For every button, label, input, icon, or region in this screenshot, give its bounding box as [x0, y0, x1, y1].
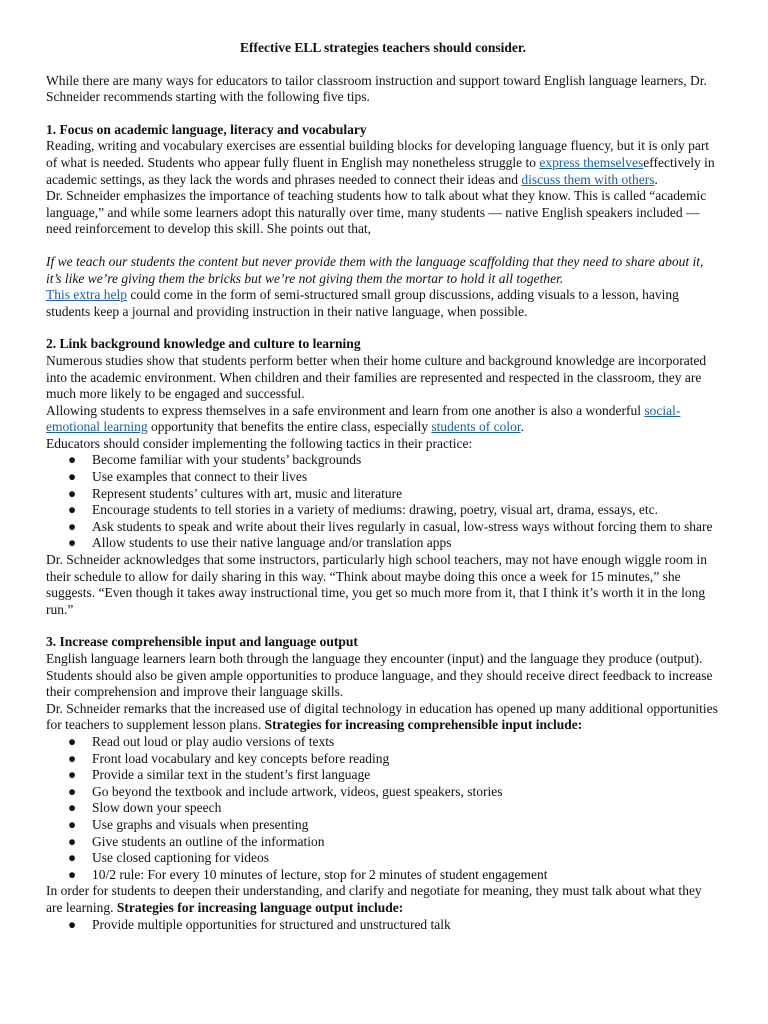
spacer	[46, 238, 720, 254]
list-item-text: 10/2 rule: For every 10 minutes of lecture, stop for 2 minutes of student engagement	[92, 866, 548, 882]
section-1-paragraph-3	[46, 287, 720, 320]
section-1-paragraph-1	[46, 138, 720, 188]
text-span: In order for students to deepen their understanding, and clarify and negotiate for meaning, they must talk about what they are learning.	[46, 883, 702, 915]
list-item-text: Become familiar with your students’ backgrounds	[92, 452, 362, 468]
spacer	[46, 320, 720, 336]
extra-help-link[interactable]: This extra help	[46, 287, 127, 303]
section-2-paragraph-2	[46, 403, 720, 436]
section-2-heading: 2. Link background knowledge and culture to learning	[46, 336, 361, 352]
discuss-them-link[interactable]: discuss them with others	[521, 171, 655, 187]
list-item-text: Slow down your speech	[92, 800, 222, 816]
bullet-icon: ●	[68, 750, 77, 766]
bullet-icon: ●	[68, 833, 77, 849]
text-span: .	[654, 171, 658, 187]
section-3-output-bullet-list	[46, 917, 720, 934]
section-2-paragraph-1: Numerous studies show that students perform better when their home culture and background knowledge are incorporated into the academic environment. When children and their families are represented and respected in the classroom, they are much more likely to be engaged and successful.	[46, 352, 707, 402]
list-item-text: Give students an outline of the information	[92, 833, 325, 849]
section-3-input-bullet-list	[46, 734, 720, 883]
bullet-icon: ●	[68, 733, 77, 749]
social-emotional-learning-link[interactable]: social-emotional learning	[46, 402, 681, 435]
bullet-icon: ●	[68, 850, 77, 866]
section-2-paragraph-3: Educators should consider implementing the following tactics in their practice:	[46, 435, 473, 451]
text-span: Reading, writing and vocabulary exercises are essential building blocks for developing language fluency, but it is only part of what is needed. Students who appear fully fluent in English may nonetheless struggle to	[46, 138, 710, 170]
list-item-text: Read out loud or play audio versions of texts	[92, 733, 335, 749]
list-item-text: Provide a similar text in the student’s first language	[92, 767, 371, 783]
list-item	[46, 767, 720, 784]
bullet-icon: ●	[68, 816, 77, 832]
document-title: Effective ELL strategies teachers should consider.	[240, 40, 526, 55]
list-item-text: Allow students to use their native language and/or translation apps	[92, 535, 452, 551]
list-item	[46, 784, 720, 801]
list-item	[46, 817, 720, 834]
list-item	[46, 834, 720, 851]
list-item	[46, 519, 720, 536]
list-item-text: Go beyond the textbook and include artwork, videos, guest speakers, stories	[92, 783, 503, 799]
bullet-icon: ●	[68, 469, 77, 485]
bullet-icon: ●	[68, 916, 77, 932]
input-strategies-lead: Strategies for increasing comprehensible input include:	[264, 717, 583, 733]
bullet-icon: ●	[68, 535, 77, 551]
section-3-paragraph-2	[46, 701, 720, 734]
section-3-paragraph-3	[46, 883, 720, 916]
text-span: opportunity that benefits the entire class, especially	[147, 419, 432, 435]
section-1-paragraph-2: Dr. Schneider emphasizes the importance of teaching students how to talk about what they know. This is called “academic language,” and while some learners adopt this naturally over time, many students — native English speakers included — need reinforcement to develop this skill. She points out that,	[46, 188, 707, 237]
text-span: Dr. Schneider remarks that the increased use of digital technology in education has opened up many additional opportunities for teachers to supplement lesson plans.	[46, 700, 718, 733]
spacer	[46, 106, 720, 122]
list-item	[46, 800, 720, 817]
list-item	[46, 469, 720, 486]
output-strategies-lead: Strategies for increasing language output include:	[116, 899, 404, 915]
bullet-icon: ●	[68, 783, 77, 799]
list-item-text: Ask students to speak and write about their lives regularly in casual, low-stress ways without forcing them to share	[92, 518, 713, 534]
bullet-icon: ●	[68, 518, 77, 534]
students-of-color-link[interactable]: students of color	[431, 419, 521, 435]
list-item	[46, 751, 720, 768]
list-item-text: Use graphs and visuals when presenting	[92, 816, 309, 832]
list-item	[46, 452, 720, 469]
bullet-icon: ●	[68, 502, 77, 518]
text-span: Allowing students to express themselves in a safe environment and learn from one another is also a wonderful	[46, 402, 645, 418]
list-item	[46, 917, 720, 934]
section-2-paragraph-4: Dr. Schneider acknowledges that some instructors, particularly high school teachers, may not have enough wiggle room in their schedule to allow for daily sharing in this way. “Think about maybe doing this once a week for 15 minutes,” she suggests. “Even though it takes away instructional time, you get so much more from it, that I think it’s worth it in the long run.”	[46, 552, 707, 617]
bullet-icon: ●	[68, 866, 77, 882]
section-1-quote: If we teach our students the content but never provide them with the language scaffolding that they need to share about it, it’s like we’re giving them the bricks but we’re not giving them the mortar to hold it all together.	[46, 253, 704, 286]
list-item	[46, 734, 720, 751]
list-item-text: Front load vocabulary and key concepts before reading	[92, 750, 390, 766]
section-3-paragraph-1: English language learners learn both through the language they encounter (input) and the language they produce (output). Students should also be given ample opportunities to produce language, and they should receive direct feedback to increase their comprehension and improve their language skills.	[46, 651, 713, 700]
section-2-bullet-list	[46, 452, 720, 552]
section-1-heading: 1. Focus on academic language, literacy and vocabulary	[46, 121, 367, 137]
text-span: effectively in academic settings, as they lack the words and phrases needed to connect their ideas and	[46, 154, 715, 187]
list-item	[46, 486, 720, 503]
list-item	[46, 867, 720, 884]
spacer	[46, 618, 720, 634]
list-item-text: Provide multiple opportunities for structured and unstructured talk	[92, 916, 451, 932]
list-item	[46, 502, 720, 519]
list-item-text: Use closed captioning for videos	[92, 850, 269, 866]
list-item	[46, 535, 720, 552]
text-span: .	[520, 419, 525, 435]
list-item-text: Use examples that connect to their lives	[92, 469, 308, 485]
intro-paragraph: While there are many ways for educators to tailor classroom instruction and support toward English language learners, Dr. Schneider recommends starting with the following five tips.	[46, 72, 707, 105]
list-item-text: Encourage students to tell stories in a variety of mediums: drawing, poetry, visual art, drama, essays, etc.	[92, 502, 658, 518]
list-item	[46, 850, 720, 867]
bullet-icon: ●	[68, 800, 77, 816]
text-span: could come in the form of semi-structured small group discussions, adding visuals to a lesson, having students keep a journal and providing instruction in their native language, when possible.	[46, 287, 679, 319]
list-item-text: Represent students’ cultures with art, music and literature	[92, 485, 403, 501]
express-themselves-link[interactable]: express themselves	[539, 154, 644, 170]
bullet-icon: ●	[68, 767, 77, 783]
bullet-icon: ●	[68, 452, 77, 468]
section-3-heading: 3. Increase comprehensible input and language output	[46, 634, 358, 650]
bullet-icon: ●	[68, 485, 77, 501]
